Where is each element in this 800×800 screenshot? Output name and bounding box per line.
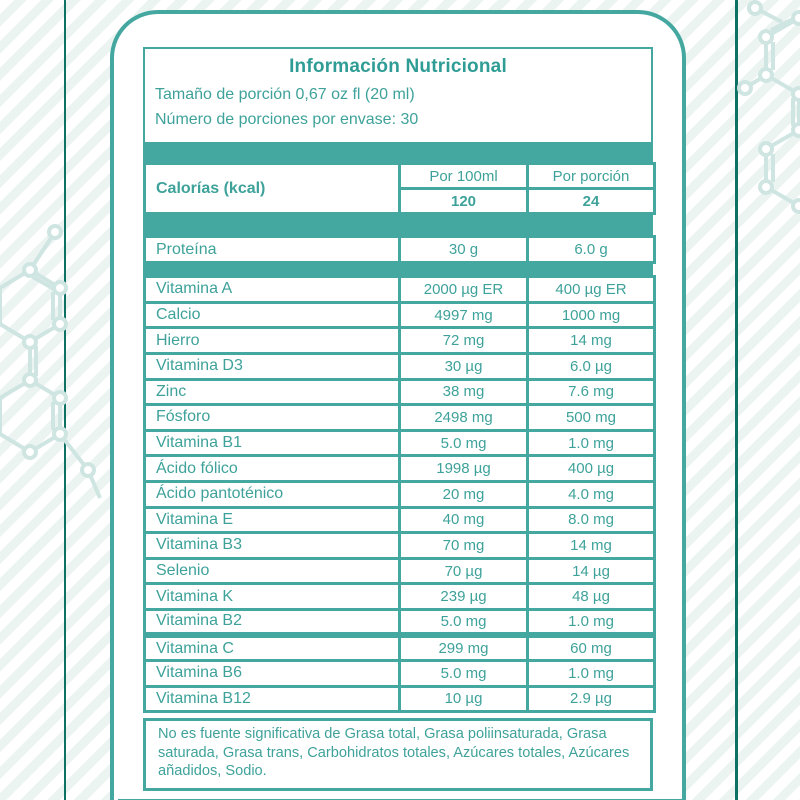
nutrient-name: Vitamina B6 xyxy=(145,661,400,687)
protein-per-100ml-value: 30 g xyxy=(400,237,528,263)
nutrient-per-100ml-value: 30 µg xyxy=(400,353,528,379)
nutrient-per-portion-value: 7.6 mg xyxy=(528,379,655,405)
nutrient-per-100ml-value: 5.0 mg xyxy=(400,430,528,456)
nutrient-name: Vitamina B1 xyxy=(145,430,400,456)
nutrient-row xyxy=(145,609,655,635)
calories-per-100ml-value: 120 xyxy=(400,189,528,214)
nutrient-per-portion-value: 14 µg xyxy=(528,558,655,584)
nutrient-per-portion-value: 1.0 mg xyxy=(528,609,655,635)
nutrient-per-100ml-value: 20 mg xyxy=(400,481,528,507)
nutrient-name: Hierro xyxy=(145,328,400,354)
nutrient-per-portion-value: 14 mg xyxy=(528,328,655,354)
nutrient-row xyxy=(145,481,655,507)
nutrient-per-portion-value: 1.0 mg xyxy=(528,430,655,456)
nutrient-name: Vitamina E xyxy=(145,507,400,533)
nutrient-per-100ml-value: 239 µg xyxy=(400,584,528,610)
nutrients-table xyxy=(143,275,656,713)
nutrient-row xyxy=(145,558,655,584)
separator-band xyxy=(143,144,653,162)
nutrient-per-100ml-value: 5.0 mg xyxy=(400,609,528,635)
nutrient-per-portion-value: 500 mg xyxy=(528,405,655,431)
disclaimer-box xyxy=(143,718,653,791)
nutrient-row xyxy=(145,353,655,379)
nutrient-name: Calcio xyxy=(145,302,400,328)
nutrients-table-body xyxy=(145,277,655,712)
nutrient-per-portion-value: 60 mg xyxy=(528,635,655,661)
nutrient-per-portion-value: 14 mg xyxy=(528,533,655,559)
nutrient-per-portion-value: 1000 mg xyxy=(528,302,655,328)
label-header-box xyxy=(143,47,653,144)
serving-size-text: Tamaño de porción 0,67 oz fl (20 ml) xyxy=(155,86,415,103)
calories-header-row xyxy=(145,164,655,189)
nutrient-per-100ml-value: 70 mg xyxy=(400,533,528,559)
nutrient-name: Vitamina A xyxy=(145,277,400,303)
nutrient-per-portion-value: 2.9 µg xyxy=(528,686,655,712)
nutrient-per-100ml-value: 10 µg xyxy=(400,686,528,712)
nutrient-per-portion-value: 6.0 µg xyxy=(528,353,655,379)
calories-per-portion-value: 24 xyxy=(528,189,655,214)
nutrient-per-portion-value: 8.0 mg xyxy=(528,507,655,533)
nutrient-per-100ml-value: 72 mg xyxy=(400,328,528,354)
nutrient-row xyxy=(145,328,655,354)
protein-row xyxy=(145,237,655,263)
nutrient-per-100ml-value: 2000 µg ER xyxy=(400,277,528,303)
nutrient-per-100ml-value: 40 mg xyxy=(400,507,528,533)
protein-per-portion-value: 6.0 g xyxy=(528,237,655,263)
nutrient-name: Vitamina B12 xyxy=(145,686,400,712)
nutrient-per-100ml-value: 4997 mg xyxy=(400,302,528,328)
nutrient-row xyxy=(145,661,655,687)
nutrient-per-100ml-value: 38 mg xyxy=(400,379,528,405)
nutrient-per-portion-value: 400 µg xyxy=(528,456,655,482)
nutrient-row xyxy=(145,379,655,405)
nutrient-per-portion-value: 400 µg ER xyxy=(528,277,655,303)
nutrient-row xyxy=(145,584,655,610)
disclaimer-text: No es fuente significativa de Grasa total, Grasa poliinsaturada, Grasa saturada, Grasa trans, Carbohidratos totales, Azúcares totales, Azúcares añadidos, Sodio. xyxy=(158,726,630,780)
nutrient-name: Zinc xyxy=(145,379,400,405)
protein-label: Proteína xyxy=(145,237,400,263)
separator-band xyxy=(143,264,653,275)
calories-label: Calorías (kcal) xyxy=(145,164,400,214)
molecule-hexagon-graphic-right xyxy=(737,0,800,270)
nutrient-name: Selenio xyxy=(145,558,400,584)
nutrient-name: Fósforo xyxy=(145,405,400,431)
nutrient-per-portion-value: 48 µg xyxy=(528,584,655,610)
nutrient-row xyxy=(145,430,655,456)
separator-band xyxy=(143,215,653,235)
nutrient-per-100ml-value: 2498 mg xyxy=(400,405,528,431)
nutrient-row xyxy=(145,456,655,482)
label-title: Información Nutricional xyxy=(289,56,507,77)
nutrient-row xyxy=(145,302,655,328)
nutrient-per-100ml-value: 1998 µg xyxy=(400,456,528,482)
nutrient-per-100ml-value: 5.0 mg xyxy=(400,661,528,687)
column-header-per-portion: Por porción xyxy=(528,164,655,189)
molecule-hexagon-graphic-left xyxy=(0,222,112,502)
nutrient-row xyxy=(145,405,655,431)
nutrient-name: Vitamina B2 xyxy=(145,609,400,635)
protein-table xyxy=(143,235,656,264)
servings-per-container-text: Número de porciones por envase: 30 xyxy=(155,110,419,128)
nutrient-row xyxy=(145,277,655,303)
calories-table xyxy=(143,162,656,215)
nutrient-name: Vitamina D3 xyxy=(145,353,400,379)
nutrient-name: Vitamina B3 xyxy=(145,533,400,559)
nutrient-name: Vitamina K xyxy=(145,584,400,610)
nutrient-row xyxy=(145,686,655,712)
column-header-per-100ml: Por 100ml xyxy=(400,164,528,189)
nutrient-name: Ácido pantoténico xyxy=(145,481,400,507)
nutrient-row xyxy=(145,635,655,661)
nutrient-per-100ml-value: 70 µg xyxy=(400,558,528,584)
nutrient-per-portion-value: 4.0 mg xyxy=(528,481,655,507)
nutrient-name: Vitamina C xyxy=(145,635,400,661)
nutrient-per-100ml-value: 299 mg xyxy=(400,635,528,661)
nutrition-label-card xyxy=(110,10,686,800)
nutrient-row xyxy=(145,507,655,533)
nutrient-per-portion-value: 1.0 mg xyxy=(528,661,655,687)
nutrient-name: Ácido fólico xyxy=(145,456,400,482)
nutrient-row xyxy=(145,533,655,559)
